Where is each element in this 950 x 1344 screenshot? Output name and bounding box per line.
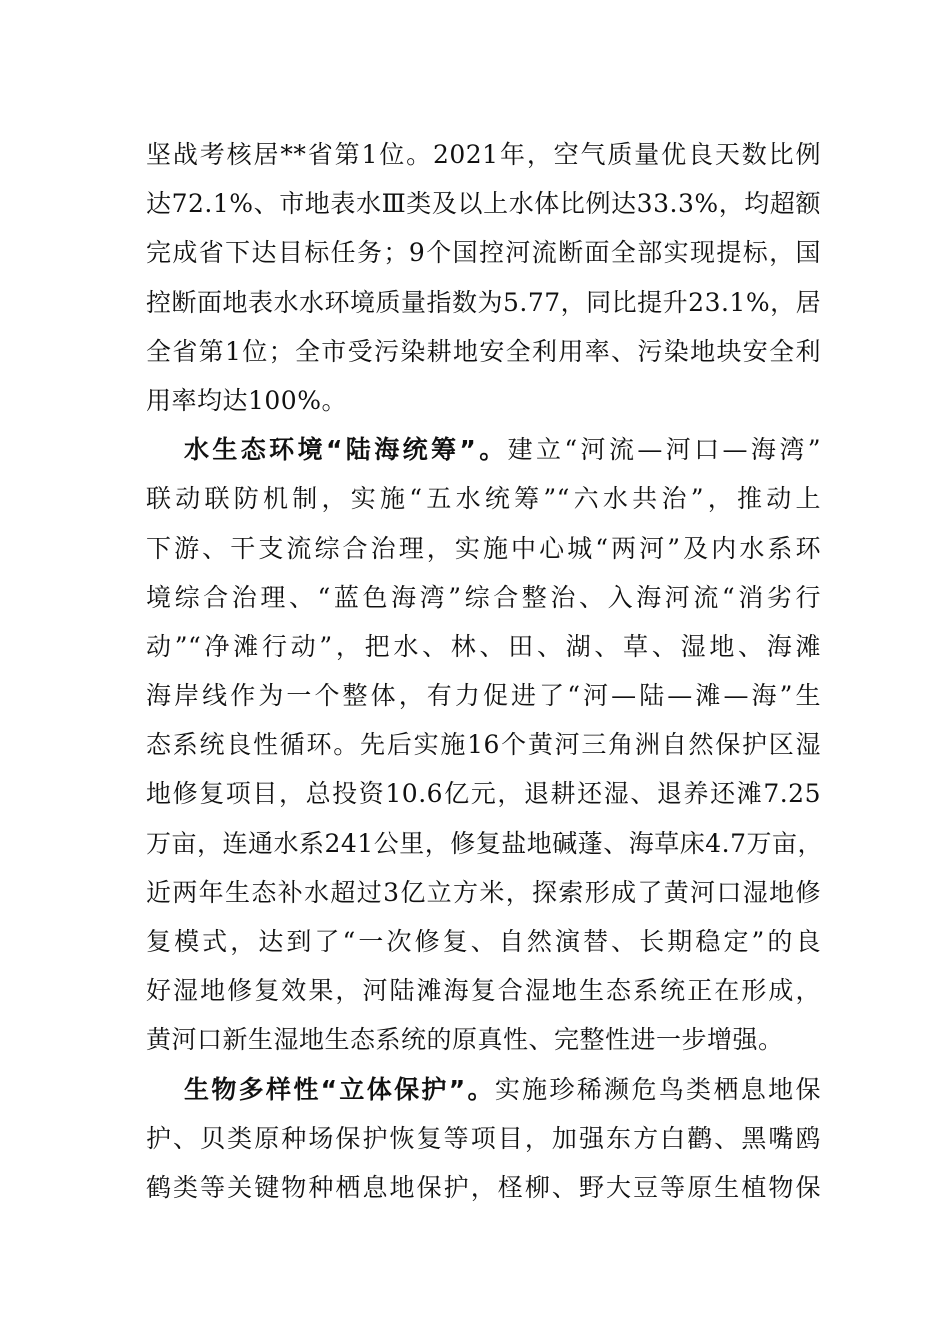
text-line: 护、贝类原种场保护恢复等项目，加强东方白鹳、黑嘴鸥: [146, 1123, 821, 1153]
text-line: 全省第1位；全市受污染耕地安全利用率、污染地块安全利: [146, 336, 821, 366]
text-line: 境综合治理、“蓝色海湾”综合整治、入海河流“消劣行: [146, 582, 821, 612]
text-line: 海岸线作为一个整体，有力促进了“河—陆—滩—海”生: [146, 681, 821, 711]
text-line: 好湿地修复效果，河陆滩海复合湿地生态系统正在形成，: [146, 976, 821, 1006]
paragraph-air-water-quality: [146, 130, 821, 425]
text-line: 鹤类等关键物种栖息地保护，柽柳、野大豆等原生植物保: [146, 1172, 821, 1202]
text-line-first: [146, 1065, 821, 1114]
text-line: 完成省下达目标任务；9个国控河流断面全部实现提标，国: [146, 238, 821, 268]
section-heading: 水生态环境“陆海统筹”。: [184, 435, 508, 465]
text-line: 黄河口新生湿地生态系统的原真性、完整性进一步增强。: [146, 1025, 784, 1055]
text-run: 建立“河流—河口—海湾”: [507, 435, 821, 465]
text-line: 动”“净滩行动”，把水、林、田、湖、草、湿地、海滩: [146, 631, 821, 661]
text-line: 万亩，连通水系241公里，修复盐地碱蓬、海草床4.7万亩，: [146, 828, 823, 858]
text-line: 态系统良性循环。先后实施16个黄河三角洲自然保护区湿: [146, 730, 821, 760]
text-run: 实施珍稀濒危鸟类栖息地保: [494, 1074, 821, 1104]
text-line: 坚战考核居**省第1位。2021年，空气质量优良天数比例: [146, 140, 821, 169]
paragraph-biodiversity: [146, 1065, 821, 1213]
text-line: 联动联防机制，实施“五水统筹”“六水共治”，推动上: [146, 484, 821, 514]
text-line: 下游、干支流综合治理，实施中心城“两河”及内水系环: [146, 533, 821, 563]
paragraph-water-ecology: [146, 425, 821, 1064]
text-line: 用率均达100%。: [146, 385, 347, 415]
text-line: 地修复项目，总投资10.6亿元，退耕还湿、退养还滩7.25: [146, 779, 821, 809]
text-line: 复模式，达到了“一次修复、自然演替、长期稳定”的良: [146, 927, 821, 956]
text-line: 达72.1%、市地表水Ⅲ类及以上水体比例达33.3%，均超额: [146, 189, 821, 219]
text-line: 近两年生态补水超过3亿立方米，探索形成了黄河口湿地修: [146, 877, 821, 907]
section-heading: 生物多样性“立体保护”。: [184, 1074, 495, 1104]
text-line-first: [146, 425, 821, 474]
document-body: [146, 130, 821, 1212]
text-line: 控断面地表水水环境质量指数为5.77，同比提升23.1%，居: [146, 287, 822, 317]
